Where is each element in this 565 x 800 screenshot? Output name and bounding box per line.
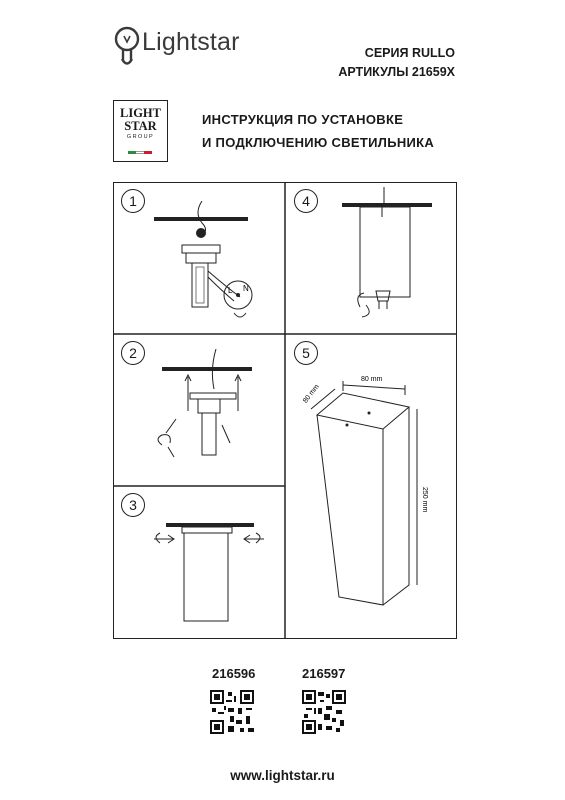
logo-line-2: STAR [124,119,157,133]
step-number-2: 2 [121,341,145,365]
gu10-lamp-icon [376,291,390,301]
title-line-2: И ПОДКЛЮЧЕНИЮ СВЕТИЛЬНИКА [202,135,435,150]
article-code-2: 216597 [302,666,346,681]
brand-wordmark: Lightstar [142,28,240,56]
logo-line-1: LIGHT [120,106,161,120]
width-dimension-label: 80 mm [361,376,383,383]
logo-group: GROUP [126,134,155,140]
article-range: АРТИКУЛЫ 21659X [338,65,455,79]
instruction-title [202,108,434,154]
step-3-illustration [144,505,269,630]
step-number-3: 3 [121,493,145,517]
instruction-grid [113,182,457,639]
series-name: СЕРИЯ RULLO [364,46,455,60]
qr-code-icon [302,690,346,734]
series-info [338,44,455,82]
step-2-illustration [144,349,264,479]
article-code-1: 216596 [212,666,256,681]
step-4-illustration [324,187,449,327]
step-number-4: 4 [294,189,318,213]
wire-neutral-label: N [243,284,249,293]
step-1-illustration [144,201,264,326]
lightstar-group-logo [113,100,168,162]
depth-dimension-label: 80 mm [302,383,321,405]
rotate-arrow-icon [358,293,364,307]
step-number-1: 1 [121,189,145,213]
height-dimension-label: 250 mm [421,487,428,513]
title-line-1: ИНСТРУКЦИЯ ПО УСТАНОВКЕ [202,112,404,127]
qr-code-icon [210,690,254,734]
italian-flag [128,151,152,154]
wire-live-label: L [228,286,233,295]
lightbulb-icon [113,26,141,70]
step-5-dimension-drawing [299,369,454,634]
step-number-5: 5 [294,341,318,365]
website-url[interactable]: www.lightstar.ru [230,768,335,783]
